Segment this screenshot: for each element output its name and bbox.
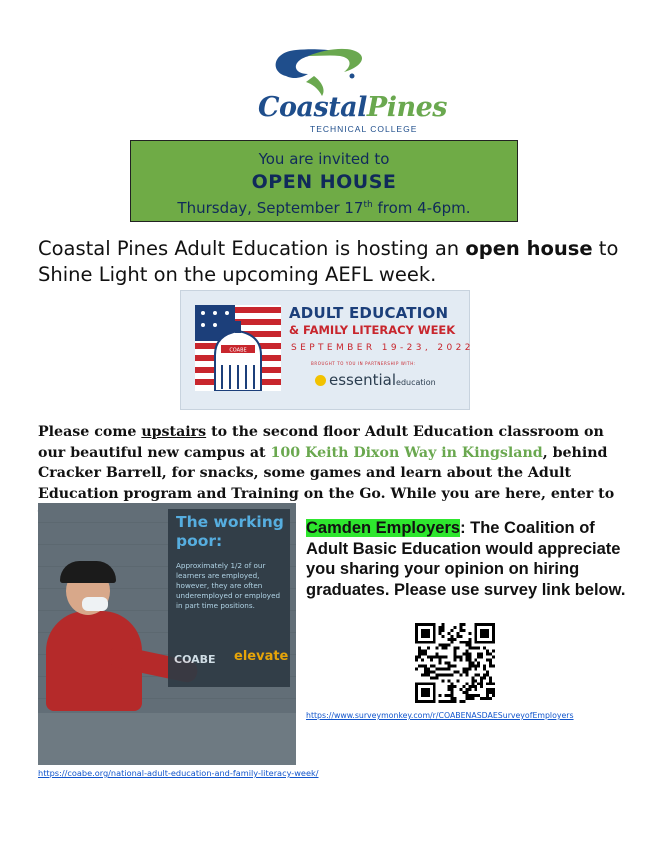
invite-date: Thursday, September 17th from 4-6pm. [177, 199, 471, 217]
logo-subtitle: TECHNICAL COLLEGE [310, 124, 418, 134]
banner-partner-note: BROUGHT TO YOU IN PARTNERSHIP WITH: [311, 361, 416, 366]
poster-brand-elevate: elevate [234, 649, 289, 664]
open-house-invite-box [130, 140, 518, 222]
invite-heading: OPEN HOUSE [251, 171, 397, 193]
poster-text-panel [168, 509, 290, 687]
poster-worker-cap [60, 561, 116, 583]
coabe-aefl-link[interactable]: https://coabe.org/national-adult-education-and-family-literacy-week/ [38, 768, 319, 778]
survey-qr-code[interactable] [412, 620, 498, 706]
campus-address: 100 Keith Dixon Way in Kingsland [270, 444, 543, 461]
poster-brand-coabe: COABE [174, 653, 216, 666]
essential-education-logo: essentialeducation [315, 371, 436, 389]
working-poor-poster [38, 503, 296, 765]
poster-counter [38, 713, 296, 765]
aefl-week-banner [180, 290, 474, 410]
survey-link[interactable]: https://www.surveymonkey.com/r/COABENASDAESurveyofEmployers [306, 711, 574, 720]
open-house-bold: open house [465, 237, 593, 260]
banner-subtitle: & FAMILY LITERACY WEEK [289, 323, 456, 337]
cp-swoosh-icon [248, 42, 428, 98]
intro-paragraph: Coastal Pines Adult Education is hosting an open house to Shine Light on the upcoming AEFL week. [38, 237, 619, 286]
invite-line-1: You are invited to [258, 150, 390, 168]
camden-highlight: Camden Employers [306, 519, 461, 537]
essential-logo-icon [315, 375, 326, 386]
flag-badge-text: COABE [229, 347, 247, 354]
capitol-flag-icon [195, 305, 281, 391]
poster-worker-mask [82, 597, 108, 611]
upstairs-underline: upstairs [141, 424, 207, 440]
banner-dates: SEPTEMBER 19-23, 2022 [291, 343, 474, 353]
logo-wordmark: CoastalPines [258, 92, 447, 123]
college-logo [248, 42, 447, 134]
poster-body-text: Approximately 1/2 of our learners are employed, however, they are often underemployed or employed in part time positions. [176, 561, 281, 610]
camden-employers-note: Camden Employers: The Coalition of Adult Basic Education would appreciate you sharing your opinion on hiring graduates. Please use survey link below. [306, 519, 626, 599]
banner-title: ADULT EDUCATION [289, 304, 449, 322]
details-paragraph: Please come upstairs to the second floor Adult Education classroom on our beautiful new campus at 100 Keith Dixon Way in Kingsland, behind Cracker Barrell, for snacks, some games and learn about the Adult Education program and Training on the Go. While you are here, enter to [38, 424, 615, 502]
poster-heading: The working poor: [176, 513, 284, 550]
